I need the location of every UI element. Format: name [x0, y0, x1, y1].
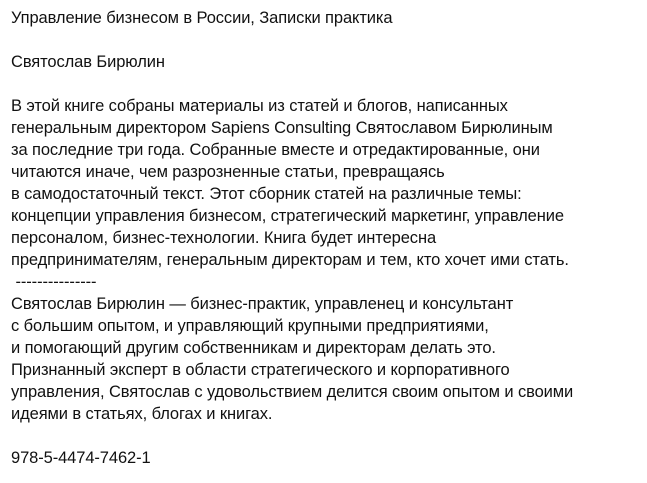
bio-line: с большим опытом, и управляющий крупными предприятиями,	[11, 317, 489, 335]
description-line: читаются иначе, чем разрозненные статьи, превращаясь	[11, 163, 445, 181]
bio-line: идеями в статьях, блогах и книгах.	[11, 405, 273, 423]
author-bio	[11, 293, 641, 425]
bio-line: Святослав Бирюлин — бизнес-практик, управленец и консультант	[11, 295, 514, 313]
description-line: персоналом, бизнес-технологии. Книга будет интересна	[11, 229, 437, 247]
blank-line	[11, 425, 641, 447]
isbn: 978-5-4474-7462-1	[11, 449, 151, 467]
bio-line: управления, Святослав с удовольствием делится своим опытом и своими	[11, 383, 574, 401]
description-line: В этой книге собраны материалы из статей и блогов, написанных	[11, 97, 508, 115]
separator-line: ---------------	[11, 273, 97, 291]
book-title: Управление бизнесом в России, Записки практика	[11, 9, 393, 27]
bio-line: и помогающий другим собственникам и директорам делать это.	[11, 339, 496, 357]
description-line: в самодостаточный текст. Этот сборник статей на различные темы:	[11, 185, 522, 203]
description-line: предпринимателям, генеральным директорам и тем, кто хочет ими стать.	[11, 251, 569, 269]
book-description	[11, 95, 641, 271]
bio-line: Признанный эксперт в области стратегического и корпоративного	[11, 361, 510, 379]
description-line: генеральным директором Sapiens Consulting Святославом Бирюлиным	[11, 119, 553, 137]
author-name: Святослав Бирюлин	[11, 53, 165, 71]
description-line: за последние три года. Собранные вместе и отредактированные, они	[11, 141, 540, 159]
blank-line	[11, 73, 641, 95]
blank-line	[11, 29, 641, 51]
document-body	[11, 7, 641, 469]
description-line: концепции управления бизнесом, стратегический маркетинг, управление	[11, 207, 564, 225]
